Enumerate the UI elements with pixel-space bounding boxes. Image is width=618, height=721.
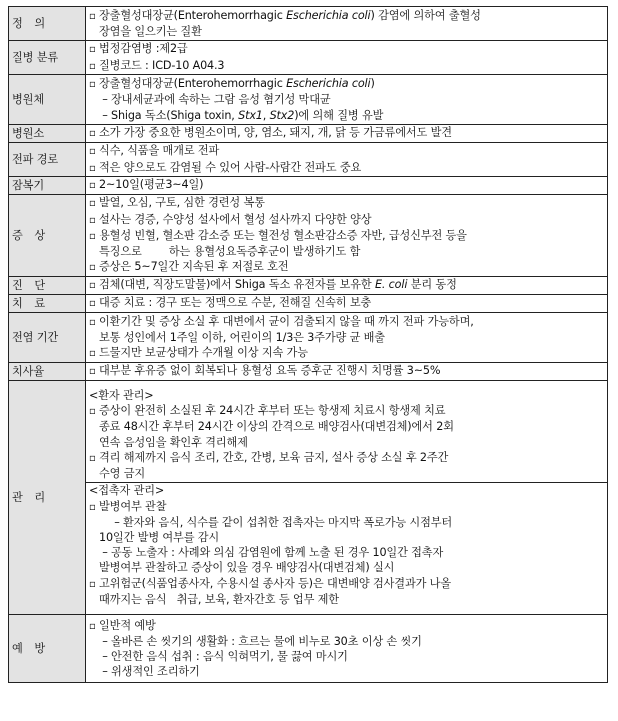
row-transmission bbox=[9, 143, 608, 177]
label-fatality: 치사율 bbox=[9, 363, 86, 381]
label-incubation: 잠복기 bbox=[9, 177, 86, 195]
dash-icon: – bbox=[102, 93, 108, 107]
bullet-icon: ▫ bbox=[89, 298, 96, 310]
content-reservoir: ▫ 소가 가장 중요한 병원소이며, 양, 염소, 돼지, 개, 닭 등 가금류에서도 발견 bbox=[86, 125, 608, 143]
bullet-icon: ▫ bbox=[89, 348, 96, 360]
row-reservoir bbox=[9, 125, 608, 143]
bullet-icon: ▫ bbox=[89, 44, 96, 56]
bullet-icon: ▫ bbox=[89, 146, 96, 158]
bullet-icon: ▫ bbox=[89, 452, 96, 464]
bullet-icon: ▫ bbox=[89, 620, 96, 632]
content-classification: ▫ 법정감염병 :제2급 ▫ 질병코드 : ICD-10 A04.3 bbox=[86, 41, 608, 75]
dash-icon: – bbox=[102, 650, 108, 663]
bullet-icon: ▫ bbox=[89, 501, 96, 513]
row-prevention bbox=[9, 615, 608, 683]
content-management: <환자 관리> ▫ 증상이 완전히 소실된 후 24시간 후부터 또는 항생제 치료시 항생제 치료 종료 48시간 후부터 24시간 이상의 간격으로 배양검사(대변검체)에서 2회 연속 음성임을 확인후 격리해제 ▫ 격리 해제까지 음식 조리, 간호, 간병, 보육 금지, 설사 증상 소실 후 2주간 수영 금지 <접촉자 관리> ▫ 발병여부 관찰 – 환자와 음식, 식수를 같이 섭취한 접촉자는 마지막 폭로가능 시점부터 10일간 발병 여부를 감시 – 공동 노출자 : 사례와 의심 감염원에 함께 노출 된 경우 10일간 접촉자 발병여부 관찰하고 증상이 있을 경우 배양검사(대변검체) 실시 ▫ 고위험군(식품업종사자, 수용시설 종사자 등)은 대변배양 검사결과가 나올 때까지는 음식 취급, 보육, 환자간호 등 업무 제한 bbox=[86, 381, 608, 615]
dash-icon: – bbox=[102, 665, 108, 679]
content-transmission: ▫ 식수, 식품을 매개로 전파 ▫ 적은 양으로도 감염될 수 있어 사람-사람간 전파도 중요 bbox=[86, 143, 608, 177]
dash-icon: – bbox=[102, 546, 108, 560]
bullet-icon: ▫ bbox=[89, 366, 96, 378]
label-diagnosis: 진 단 bbox=[9, 277, 86, 295]
bullet-icon: ▫ bbox=[89, 280, 96, 292]
bullet-icon: ▫ bbox=[89, 198, 96, 210]
bullet-icon: ▫ bbox=[89, 79, 96, 91]
dash-icon: – bbox=[102, 634, 108, 648]
row-classification bbox=[9, 41, 608, 75]
label-management: 관 리 bbox=[9, 381, 86, 615]
content-incubation: ▫ 2~10일(평균3~4일) bbox=[86, 177, 608, 195]
row-definition bbox=[9, 7, 608, 41]
patient-management-heading: <환자 관리> bbox=[89, 389, 154, 403]
bullet-icon: ▫ bbox=[89, 60, 96, 72]
label-treatment: 치 료 bbox=[9, 295, 86, 313]
row-fatality bbox=[9, 363, 608, 381]
bullet-icon: ▫ bbox=[89, 162, 96, 174]
content-contagious-period: ▫ 이환기간 및 증상 소실 후 대변에서 균이 검출되지 않을 때 까지 전파 가능하며, 보통 성인에서 1주일 이하, 어린이의 1/3은 3주가량 균 배출 ▫ 드물지만 보균상태가 수개월 이상 지속 가능 bbox=[86, 313, 608, 363]
bullet-icon: ▫ bbox=[89, 128, 96, 140]
contact-management-heading: <접촉자 관리> bbox=[89, 484, 165, 498]
bullet-icon: ▫ bbox=[89, 180, 96, 192]
dash-icon: – bbox=[102, 108, 108, 122]
disease-info-sheet bbox=[8, 6, 608, 683]
label-classification: 질병 분류 bbox=[9, 41, 86, 75]
row-diagnosis bbox=[9, 277, 608, 295]
label-prevention: 예 방 bbox=[9, 615, 86, 683]
bullet-icon: ▫ bbox=[89, 230, 96, 242]
dash-icon: – bbox=[114, 515, 120, 529]
label-pathogen: 병원체 bbox=[9, 75, 86, 125]
bullet-icon: ▫ bbox=[89, 406, 96, 418]
bullet-icon: ▫ bbox=[89, 578, 96, 590]
content-prevention: ▫ 일반적 예방 – 올바른 손 씻기의 생활화 : 흐르는 물에 비누로 30초 이상 손 씻기 – 안전한 음식 섭취 : 음식 익혀먹기, 물 끓여 마시기 – 위생적인 조리하기 bbox=[86, 615, 608, 683]
content-diagnosis: ▫ 검체(대변, 직장도말물)에서 Shiga 독소 유전자를 보유한 E. coli 분리 동정 bbox=[86, 277, 608, 295]
row-symptoms bbox=[9, 195, 608, 277]
label-symptoms: 증 상 bbox=[9, 195, 86, 277]
label-transmission: 전파 경로 bbox=[9, 143, 86, 177]
row-pathogen bbox=[9, 75, 608, 125]
content-pathogen: ▫ 장출혈성대장균(Enterohemorrhagic Escherichia coli) – 장내세균과에 속하는 그람 음성 혐기성 막대균 – Shiga 독소(Shiga toxin, Stx1, Stx2)에 의해 질병 유발 bbox=[86, 75, 608, 125]
row-treatment bbox=[9, 295, 608, 313]
content-symptoms: ▫ 발열, 오심, 구토, 심한 경련성 복통 ▫ 설사는 경증, 수양성 설사에서 혈성 설사까지 다양한 양상 ▫ 용혈성 빈혈, 혈소판 감소증 또는 혈전성 혈소판감소증 자반, 급성신부전 등을 특징으로 하는 용혈성요독증후군이 발생하기도 함 ▫ 증상은 5~7일간 지속된 후 저절로 호전 bbox=[86, 195, 608, 277]
label-contagious-period: 전염 기간 bbox=[9, 313, 86, 363]
disease-info-table bbox=[8, 6, 608, 683]
bullet-icon: ▫ bbox=[89, 10, 96, 22]
bullet-icon: ▫ bbox=[89, 316, 96, 328]
bullet-icon: ▫ bbox=[89, 262, 96, 274]
content-treatment: ▫ 대증 치료 : 경구 또는 정맥으로 수분, 전해질 신속히 보충 bbox=[86, 295, 608, 313]
label-definition: 정 의 bbox=[9, 7, 86, 41]
content-definition: ▫ 장출혈성대장균(Enterohemorrhagic Escherichia coli) 감염에 의하여 출혈성 장염을 일으키는 질환 bbox=[86, 7, 608, 41]
label-reservoir: 병원소 bbox=[9, 125, 86, 143]
row-contagious-period bbox=[9, 313, 608, 363]
content-fatality: ▫ 대부분 후유증 없이 회복되나 용혈성 요독 증후군 진행시 치명률 3~5% bbox=[86, 363, 608, 381]
row-incubation bbox=[9, 177, 608, 195]
bullet-icon: ▫ bbox=[89, 214, 96, 226]
row-management bbox=[9, 381, 608, 615]
